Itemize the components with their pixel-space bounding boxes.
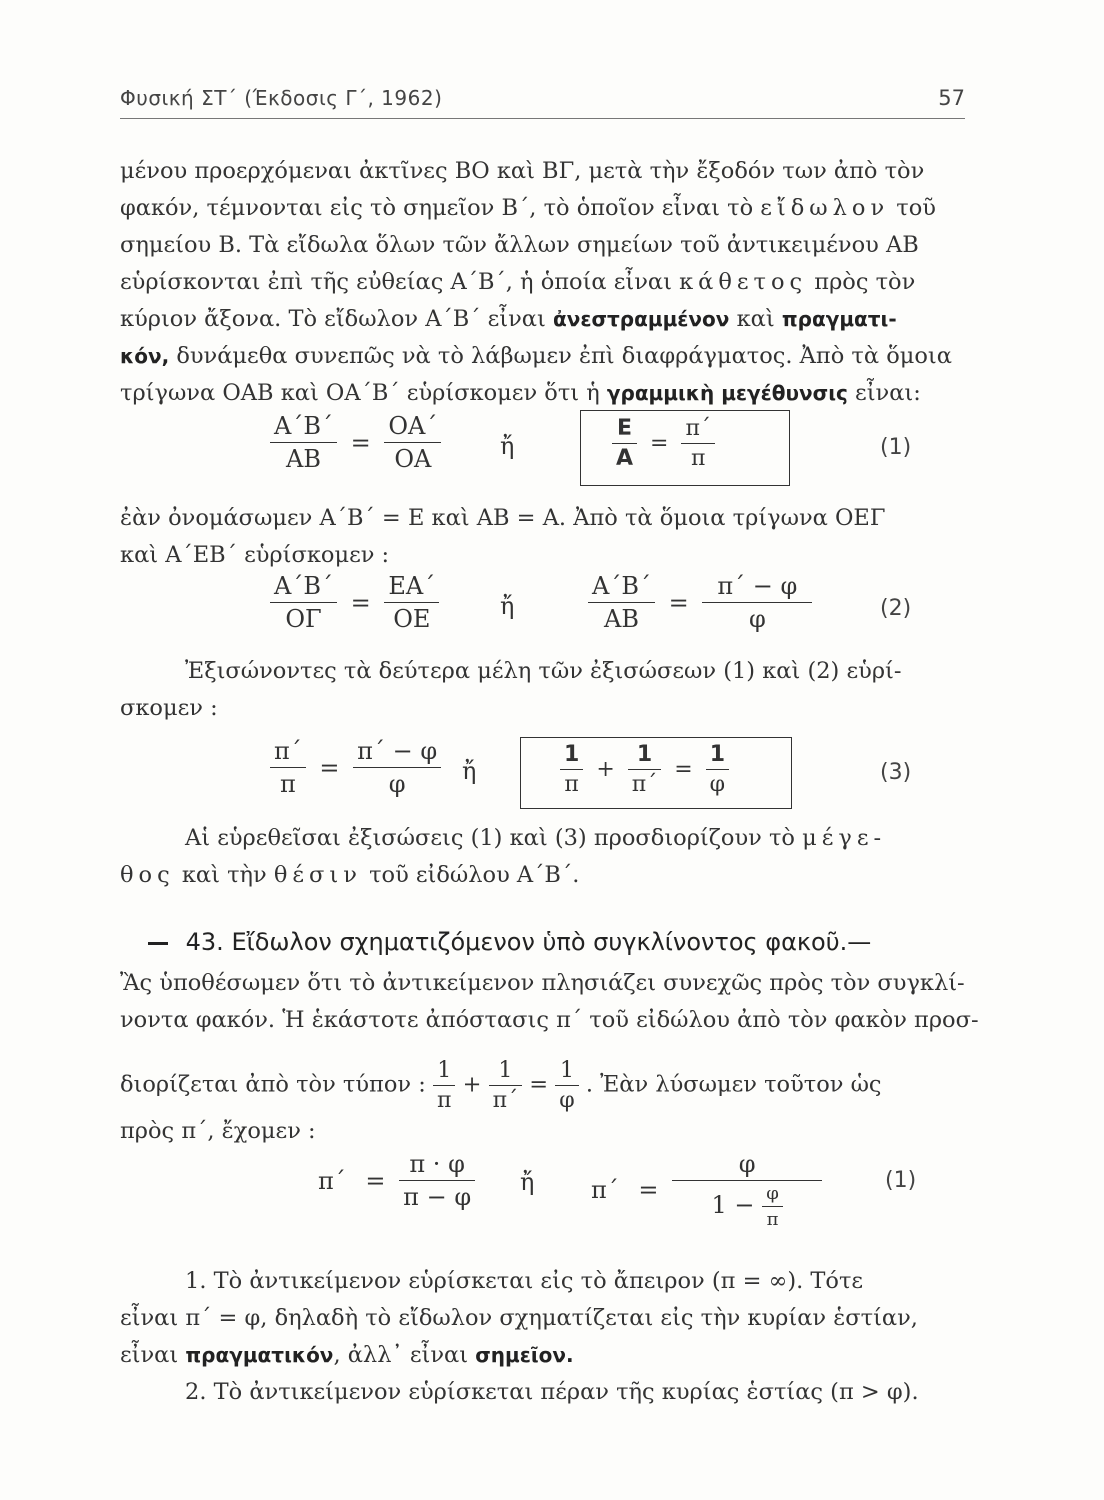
equation-3-left: $\frac{\pi΄}{\pi}$ = $\frac{\pi΄ - \varphi}{\varphi}$ <box>270 737 441 798</box>
equation-4-left: π΄ = $\frac{\pi \cdot \varphi}{\pi - \varphi}$ <box>312 1150 475 1211</box>
text-line: κύριον ἄξονα. Τὸ εἴδωλον Α΄Β΄ εἶναι ἀνεστραμμένον καὶ πραγματι- <box>120 306 897 332</box>
text-line: Αἱ εὑρεθεῖσαι ἐξισώσεις (1) καὶ (3) προσδιορίζουν τὸ μέγε- <box>185 825 887 851</box>
text-line: Ἂς ὑποθέσωμεν ὅτι τὸ ἀντικείμενον πλησιάζει συνεχῶς πρὸς τὸν συγκλί- <box>120 970 965 996</box>
text-line: μένου προερχόμεναι ἀκτῖνες ΒΟ καὶ ΒΓ, μετὰ τὴν ἔξοδόν των ἀπὸ τὸν <box>120 158 925 184</box>
equation-number: (2) <box>880 596 912 621</box>
equation-1-boxed: $\frac{E}{A}$ = $\frac{\pi΄}{\pi}$ <box>612 416 715 471</box>
text-line: πρὸς π΄, ἔχομεν : <box>120 1118 316 1144</box>
text-line: εἶναι πραγματικόν, ἀλλ᾿ εἶναι σημεῖον. <box>120 1342 574 1368</box>
equation-4-right: π΄ = φ 1 − $\frac{\varphi}{\pi}$ <box>585 1150 822 1230</box>
equation-number: (1) <box>880 435 912 460</box>
section-number: 43. <box>185 928 224 956</box>
list-item: 2. Τὸ ἀντικείμενον εὑρίσκεται πέραν τῆς κυρίας ἑστίας (π > φ). <box>185 1379 919 1405</box>
running-title: Φυσική ΣΤ΄ (Έκδοσις Γ΄, 1962) <box>120 86 443 110</box>
text-line: Ἐξισώνοντες τὰ δεύτερα μέλη τῶν ἐξισώσεων (1) καὶ (2) εὑρί- <box>185 658 902 684</box>
section-title: Εἴδωλον σχηματιζόμενον ὑπὸ συγκλίνοντος φακοῦ.— <box>231 928 872 956</box>
list-item: 1. Τὸ ἀντικείμενον εὑρίσκεται εἰς τὸ ἄπειρον (π = ∞). Τότε <box>185 1268 864 1294</box>
text-line: ἐὰν ὀνομάσωμεν Α΄Β΄ = Ε καὶ ΑΒ = Α. Ἀπὸ τὰ ὅμοια τρίγωνα ΟΕΓ <box>120 505 886 531</box>
page-number: 57 <box>938 86 965 110</box>
equation-1-left: $\frac{A΄B΄}{AB}$ = $\frac{OA΄}{OA}$ <box>270 412 441 473</box>
equation-2-left: $\frac{A΄B΄}{O\Gamma}$ = $\frac{EA΄}{OE}$ <box>270 572 439 633</box>
eta-1: ἤ <box>500 432 515 460</box>
section-heading <box>148 928 978 956</box>
page-header <box>120 84 965 119</box>
equation-3-boxed: $\frac{1}{\pi}$ + $\frac{1}{\pi΄}$ = $\frac{1}{\varphi}$ <box>560 742 729 797</box>
text-line: νοντα φακόν. Ἡ ἑκάστοτε ἀπόστασις π΄ τοῦ εἰδώλου ἀπὸ τὸν φακὸν προσ- <box>120 1007 979 1033</box>
text-line: τρίγωνα ΟΑΒ καὶ ΟΑ΄Β΄ εὑρίσκομεν ὅτι ἡ γραμμικὴ μεγέθυνσις εἶναι: <box>120 380 921 406</box>
text-line: διορίζεται ἀπὸ τὸν τύπον : $\frac{1}{\pi}$ + $\frac{1}{\pi΄}$ = $\frac{1}{\varphi}$ . Ἐὰν λύσωμεν τοῦτον ὡς <box>120 1058 882 1113</box>
text-line: εἶναι π΄ = φ, δηλαδὴ τὸ εἴδωλον σχηματίζεται εἰς τὴν κυρίαν ἑστίαν, <box>120 1305 918 1331</box>
eta-4: ἤ <box>520 1168 535 1196</box>
text-line: καὶ Α΄ΕΒ΄ εὑρίσκομεν : <box>120 542 390 568</box>
text-line: σημείου Β. Τὰ εἴδωλα ὅλων τῶν ἄλλων σημείων τοῦ ἀντικειμένου ΑΒ <box>120 232 919 258</box>
dash-mark <box>148 942 168 945</box>
equation-number: (1) <box>885 1168 917 1193</box>
equation-2-right: $\frac{A΄B΄}{AB}$ = $\frac{\pi΄ - \varphi}{\varphi}$ <box>588 572 812 633</box>
text-line: εὑρίσκονται ἐπὶ τῆς εὐθείας Α΄Β΄, ἡ ὁποία εἶναι κάθετος πρὸς τὸν <box>120 269 916 295</box>
text-line: φακόν, τέμνονται εἰς τὸ σημεῖον Β΄, τὸ ὁποῖον εἶναι τὸ εἴδωλον τοῦ <box>120 195 936 221</box>
eta-3: ἤ <box>462 757 477 785</box>
text-line: θος καὶ τὴν θέσιν τοῦ εἰδώλου Α΄Β΄. <box>120 862 580 888</box>
text-line: σκομεν : <box>120 695 218 721</box>
equation-number: (3) <box>880 760 912 785</box>
eta-2: ἤ <box>500 592 515 620</box>
text-line: κόν, δυνάμεθα συνεπῶς νὰ τὸ λάβωμεν ἐπὶ διαφράγματος. Ἀπὸ τὰ ὅμοια <box>120 343 952 369</box>
